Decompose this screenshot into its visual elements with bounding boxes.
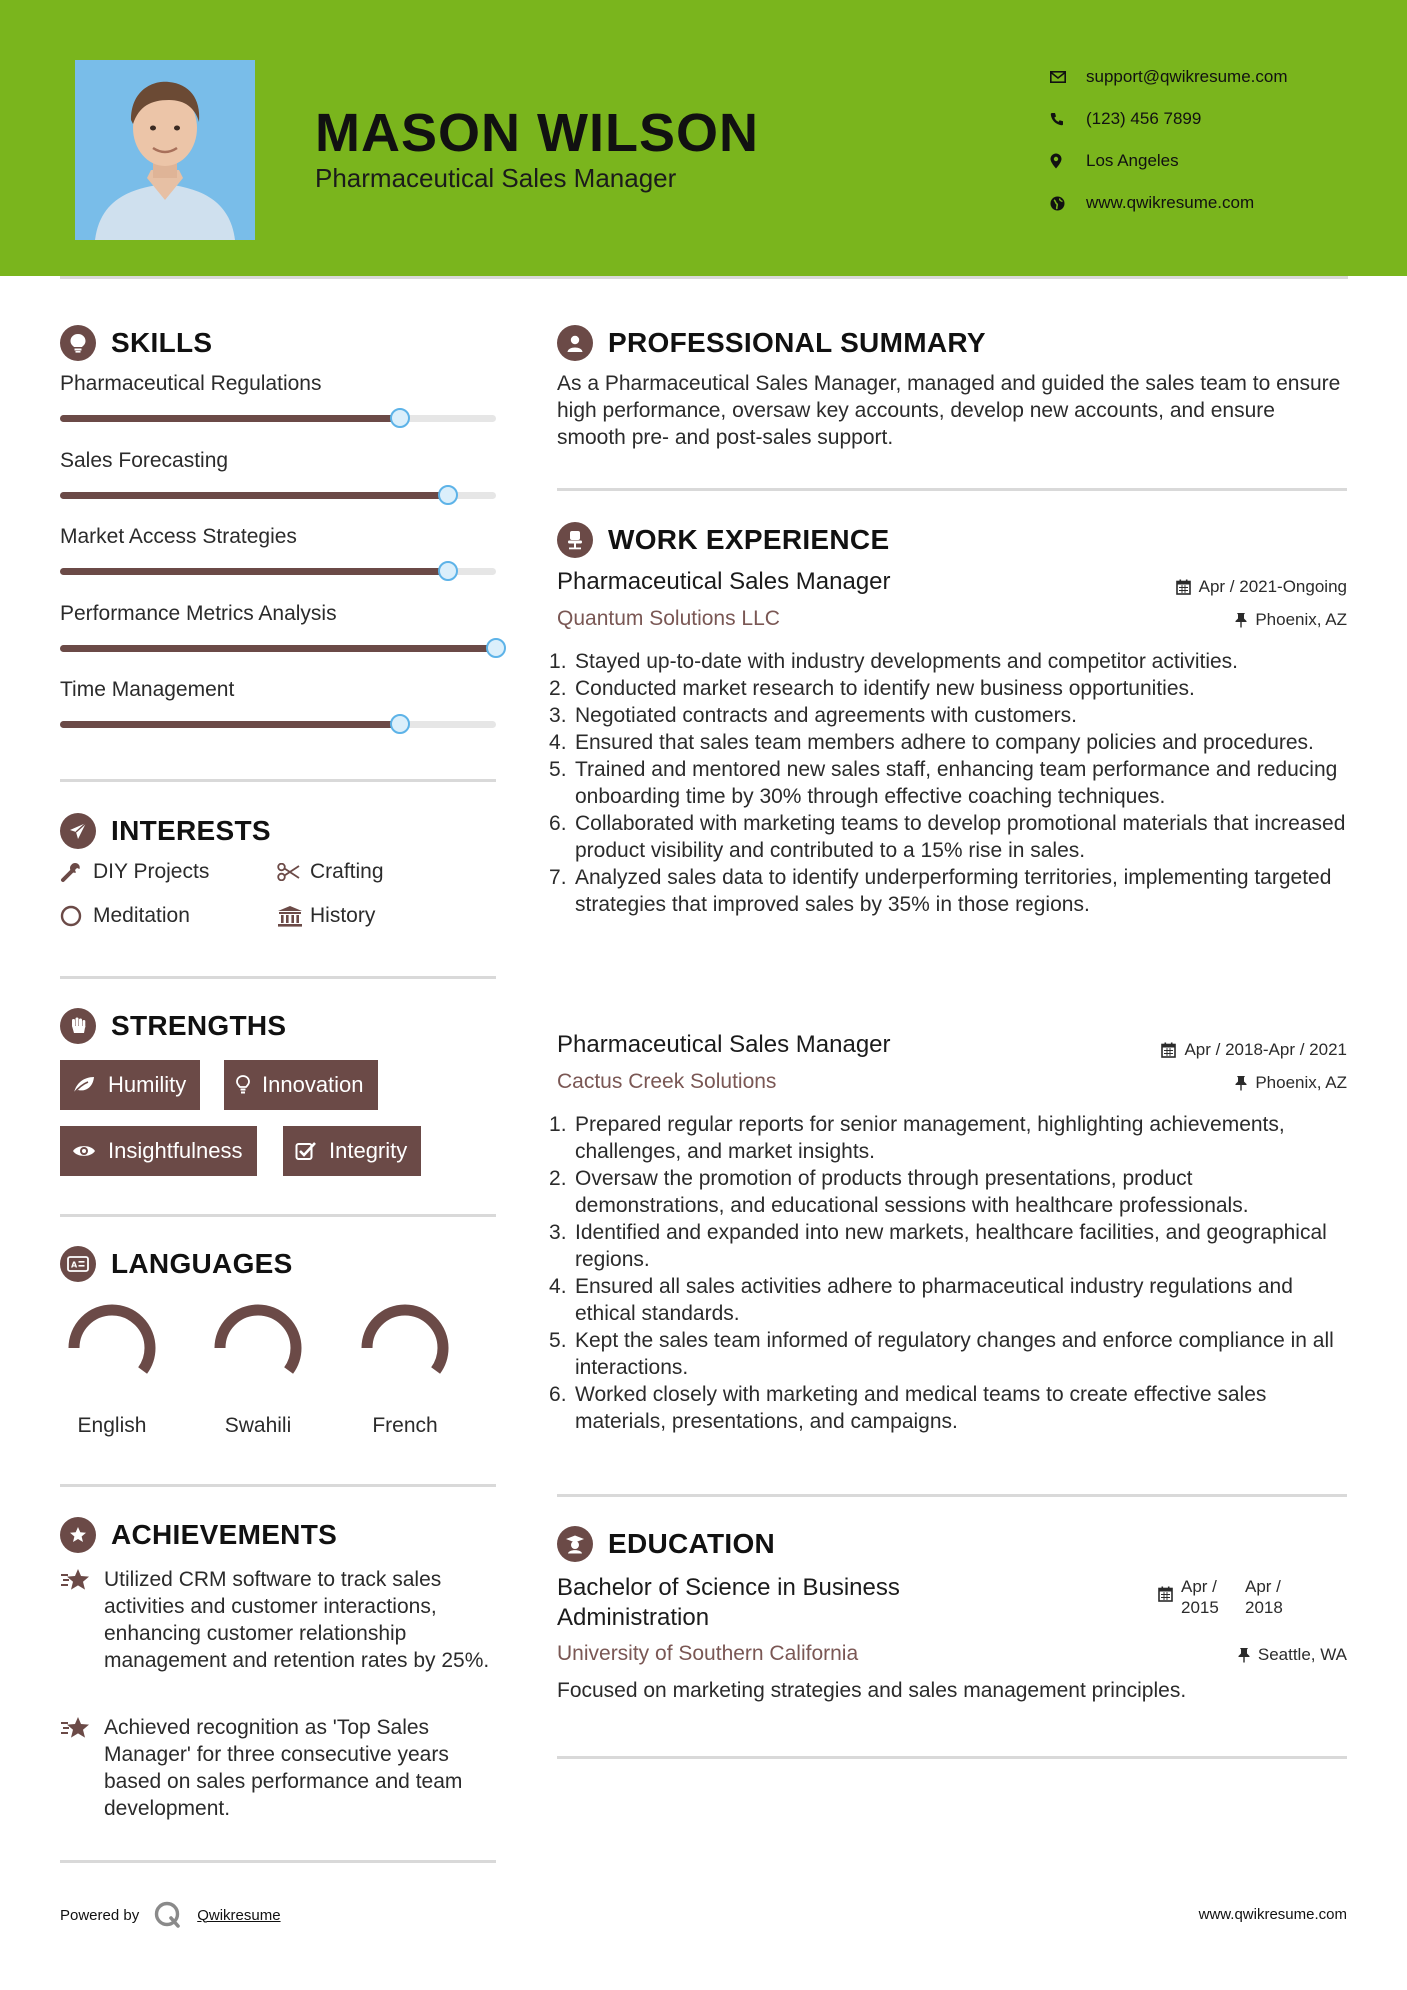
language-label: French [372, 1414, 438, 1437]
skills-title: SKILLS [111, 327, 213, 358]
qwikresume-logo-icon [153, 1900, 183, 1930]
skill-bar-knob [438, 485, 458, 505]
skill-label: Performance Metrics Analysis [60, 601, 337, 625]
education-title: EDUCATION [608, 1528, 776, 1559]
scissors-icon [277, 863, 310, 881]
summary-title: PROFESSIONAL SUMMARY [608, 327, 986, 358]
interests-title: INTERESTS [111, 815, 271, 846]
language-label: Swahili [224, 1414, 292, 1437]
job-title: Pharmaceutical Sales Manager [557, 1031, 891, 1058]
interest-label: DIY Projects [93, 860, 210, 883]
job-title: Pharmaceutical Sales Manager [557, 568, 891, 595]
job-company: Quantum Solutions LLC [557, 607, 780, 630]
job-dates-text: Apr / 2018-Apr / 2021 [1184, 1040, 1347, 1059]
office-chair-icon [557, 522, 593, 558]
job-dates [1161, 1040, 1347, 1060]
strength-label: Integrity [329, 1138, 408, 1163]
qwikresume-link[interactable]: Qwikresume [197, 1906, 281, 1924]
skill-bar-knob [390, 408, 410, 428]
strength-label: Innovation [262, 1072, 364, 1097]
paper-plane-icon [60, 813, 96, 849]
footer-website[interactable]: www.qwikresume.com [1198, 1906, 1347, 1923]
job-bullet: Worked closely with marketing and medical teams to create effective sales materials, presentations, and campaigns. [575, 1383, 1267, 1433]
calendar-icon [1161, 1042, 1176, 1058]
header-divider [60, 276, 1348, 279]
job-bullet: Ensured that sales team members adhere to company policies and procedures. [575, 731, 1314, 754]
job-bullet: Stayed up-to-date with industry developments and competitor activities. [575, 650, 1239, 673]
skill-bar [60, 492, 496, 499]
achievement-text: Achieved recognition as 'Top Sales Manager' for three consecutive years based on sales performance and team development. [104, 1716, 463, 1820]
experience-title: WORK EXPERIENCE [608, 524, 890, 555]
globe-icon [1050, 196, 1086, 211]
job-bullet: Identified and expanded into new markets, healthcare facilities, and geographical regions. [575, 1221, 1327, 1271]
education-start: Apr / 2015 [1181, 1577, 1219, 1617]
contact-website-text: www.qwikresume.com [1086, 193, 1255, 212]
star-icon [60, 1566, 104, 1674]
language-level-ring [357, 1300, 453, 1396]
summary-divider [557, 488, 1347, 491]
strength-badge [283, 1126, 421, 1176]
map-pin-icon [1050, 153, 1086, 169]
profile-photo [75, 60, 255, 240]
header-banner [0, 0, 1407, 276]
phone-icon [1050, 112, 1086, 126]
contact-website[interactable] [1050, 182, 1288, 224]
pushpin-icon [1238, 1647, 1250, 1663]
skill-bar [60, 645, 496, 652]
job-bullet: Prepared regular reports for senior management, highlighting achievements, challenges, and market insights. [575, 1113, 1285, 1163]
svg-text:A: A [71, 1260, 78, 1270]
skill-label: Time Management [60, 678, 235, 701]
award-star-icon [60, 1517, 96, 1553]
job-dates-text: Apr / 2021-Ongoing [1198, 577, 1347, 596]
calendar-icon [1176, 579, 1191, 595]
skill-bar-fill [60, 415, 400, 422]
education-location [1238, 1645, 1347, 1665]
achievements-title: ACHIEVEMENTS [111, 1519, 338, 1550]
skill-bar-knob [486, 638, 506, 658]
skills-heading [60, 325, 212, 361]
contact-email-text: support@qwikresume.com [1086, 67, 1288, 86]
summary-text: As a Pharmaceutical Sales Manager, managed and guided the sales team to ensure high performance, oversaw key accounts, develop new accounts, and ensure smooth pre- and post-sales support. [557, 372, 1341, 449]
skill-bar [60, 568, 496, 575]
language-card-icon [60, 1246, 96, 1282]
job-location-text: Phoenix, AZ [1255, 1073, 1347, 1092]
education-school: University of Southern California [557, 1642, 859, 1665]
job-company: Cactus Creek Solutions [557, 1070, 777, 1093]
education-divider [557, 1756, 1347, 1759]
contact-location [1050, 140, 1288, 182]
education-end: Apr / 2018 [1245, 1577, 1283, 1617]
job-location [1235, 610, 1347, 630]
user-icon [557, 325, 593, 361]
contact-location-text: Los Angeles [1086, 151, 1179, 170]
language-level-ring [64, 1300, 160, 1396]
strength-label: Humility [108, 1072, 187, 1097]
strengths-title: STRENGTHS [111, 1010, 287, 1041]
wrench-icon [60, 861, 93, 883]
candidate-title: Pharmaceutical Sales Manager [315, 163, 677, 193]
lightbulb-icon [60, 325, 96, 361]
interest-label: Crafting [310, 860, 384, 883]
circle-icon [60, 905, 93, 927]
contact-email[interactable] [1050, 56, 1288, 98]
job-bullets [557, 648, 1347, 918]
education-description: Focused on marketing strategies and sales management principles. [557, 1679, 1187, 1702]
graduate-icon [557, 1526, 593, 1562]
strengths-divider [60, 1214, 496, 1217]
skill-label: Market Access Strategies [60, 525, 297, 548]
job-bullet: Trained and mentored new sales staff, enhancing team performance and reducing onboarding time by 30% through effective coaching techniques. [575, 758, 1338, 808]
strength-badge [224, 1060, 378, 1110]
raised-fist-icon [60, 1008, 96, 1044]
skill-label: Sales Forecasting [60, 448, 229, 472]
job-bullet: Kept the sales team informed of regulatory changes and enforce compliance in all interactions. [575, 1329, 1334, 1379]
job-bullets [557, 1111, 1347, 1435]
experience-heading [557, 522, 889, 558]
job-bullet: Conducted market research to identify new business opportunities. [575, 677, 1195, 700]
job-bullet: Oversaw the promotion of products through presentations, product demonstrations, and educational sessions with healthcare professionals. [575, 1167, 1249, 1217]
calendar-icon [1158, 1586, 1173, 1607]
languages-title: LANGUAGES [111, 1248, 293, 1279]
interest-item [277, 860, 384, 884]
star-icon [60, 1714, 104, 1822]
interest-item [60, 904, 190, 928]
interest-item [60, 860, 209, 884]
skill-bar [60, 415, 496, 422]
strength-badge [60, 1126, 257, 1176]
interest-label: History [310, 904, 376, 927]
envelope-icon [1050, 71, 1086, 83]
pushpin-icon [1235, 1075, 1247, 1091]
job-bullet: Analyzed sales data to identify underperforming territories, implementing targeted strategies that improved sales by 35% in those regions. [575, 866, 1332, 916]
checkbox-icon [295, 1141, 317, 1161]
strength-label: Insightfulness [108, 1138, 243, 1163]
education-dates [1158, 1576, 1289, 1618]
education-degree: Bachelor of Science in Business Administration [557, 1574, 900, 1631]
job-bullet: Collaborated with marketing teams to develop promotional materials that increased product visibility and contributed to a 15% rise in sales. [575, 812, 1346, 862]
contact-list [1050, 56, 1288, 224]
achievements-heading [60, 1517, 337, 1553]
job-bullet: Ensured all sales activities adhere to pharmaceutical industry regulations and ethical standards. [575, 1275, 1293, 1325]
leaf-icon [72, 1075, 96, 1095]
education-location-text: Seattle, WA [1257, 1645, 1347, 1664]
achievement-item [60, 1714, 500, 1822]
strengths-heading [60, 1008, 286, 1044]
achievement-text: Utilized CRM software to track sales activities and customer interactions, enhancing customer relationship management and retention rates by 25%. [104, 1568, 490, 1672]
interests-divider [60, 976, 496, 979]
skill-label: Pharmaceutical Regulations [60, 372, 322, 395]
language-level-ring [210, 1300, 306, 1396]
skills-divider [60, 779, 496, 782]
skill-bar-fill [60, 721, 400, 728]
contact-phone[interactable] [1050, 98, 1288, 140]
skill-bar-fill [60, 568, 448, 575]
languages-divider [60, 1484, 496, 1487]
museum-icon [277, 905, 310, 927]
skill-bar [60, 721, 496, 728]
interests-heading [60, 813, 271, 849]
job-location-text: Phoenix, AZ [1255, 610, 1347, 629]
skill-bar-fill [60, 645, 496, 652]
footer-powered [60, 1900, 281, 1930]
candidate-name: MASON WILSON [315, 103, 759, 163]
eye-icon [72, 1143, 96, 1159]
achievements-divider [60, 1860, 496, 1863]
job-bullet: Negotiated contracts and agreements with customers. [575, 704, 1077, 727]
experience-divider [557, 1494, 1347, 1497]
languages-heading [60, 1246, 293, 1282]
summary-heading [557, 325, 986, 361]
skill-bar-knob [390, 714, 410, 734]
interest-item [277, 904, 375, 928]
job-dates [1176, 577, 1347, 597]
interest-label: Meditation [93, 904, 190, 927]
education-heading [557, 1526, 775, 1562]
pushpin-icon [1235, 612, 1247, 628]
achievement-item [60, 1566, 500, 1674]
strength-badge [60, 1060, 200, 1110]
skill-bar-fill [60, 492, 448, 499]
skill-bar-knob [438, 561, 458, 581]
lightbulb-icon [236, 1075, 250, 1095]
language-label: English [77, 1414, 147, 1437]
job-location [1235, 1073, 1347, 1093]
powered-by-text: Powered by [60, 1906, 140, 1924]
contact-phone-text: (123) 456 7899 [1086, 109, 1202, 128]
